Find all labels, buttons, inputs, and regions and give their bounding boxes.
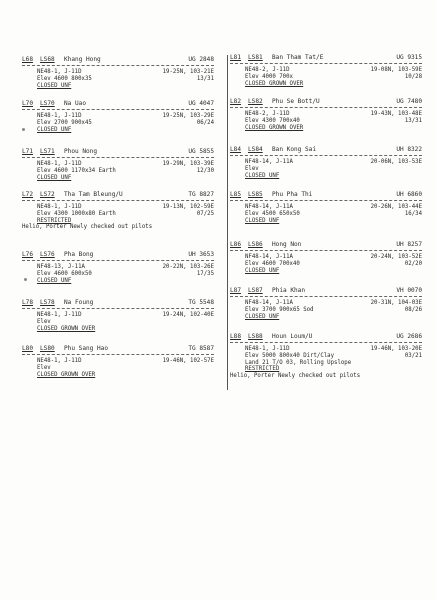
entry-body xyxy=(37,264,214,284)
entry-line xyxy=(37,365,214,372)
entry-line xyxy=(245,300,422,307)
entry-line xyxy=(245,166,422,173)
grid-reference: UG 7480 xyxy=(396,98,422,105)
entry-line xyxy=(245,353,422,360)
line-value: 19-25N, 103-29E xyxy=(162,113,214,119)
entry-line xyxy=(37,264,214,271)
status-text: CLOSED GROWN OVER xyxy=(245,80,304,87)
entry-header xyxy=(22,299,214,307)
site-code: L87 xyxy=(230,287,242,294)
entry-header xyxy=(230,191,422,199)
status-text: CLOSED UNF xyxy=(37,82,72,89)
grid-reference: UG 9315 xyxy=(396,54,422,61)
entry-body xyxy=(245,254,422,274)
site-name: Phou Nong xyxy=(64,148,98,155)
line-text: Elev 5000 800x40 Dirt/Clay xyxy=(245,352,335,359)
line-text: NE48-1, J-11D xyxy=(245,346,290,352)
line-value: 19-08N, 103-59E xyxy=(370,67,422,73)
status-text: RESTRICTED xyxy=(37,217,72,224)
line-value: 02/20 xyxy=(404,260,422,267)
entry-line xyxy=(245,67,422,74)
airstrip-entry xyxy=(22,56,214,89)
ls-code: LS71 xyxy=(40,148,55,155)
site-code: L71 xyxy=(22,148,34,155)
line-text: Elev xyxy=(245,165,259,172)
entry-header xyxy=(230,241,422,249)
entry-line xyxy=(37,76,214,83)
line-text: NE48-1, J-11D xyxy=(37,113,82,119)
entry-line xyxy=(37,204,214,211)
status-text: CLOSED GROWN OVER xyxy=(37,325,96,332)
entry-body xyxy=(245,159,422,179)
site-code: L70 xyxy=(22,100,34,107)
grid-reference: TG 8587 xyxy=(188,345,214,352)
status-text: CLOSED GROWN OVER xyxy=(245,124,304,131)
ls-code: LS81 xyxy=(248,54,263,61)
ls-code: LS84 xyxy=(248,146,263,153)
airstrip-entry xyxy=(230,191,422,224)
entry-line xyxy=(245,307,422,314)
dashed-rule xyxy=(22,308,214,309)
airstrip-entry xyxy=(22,345,214,378)
entry-line xyxy=(37,120,214,127)
ls-code: LS78 xyxy=(40,299,55,306)
line-text: Elev xyxy=(37,318,51,325)
site-code: L88 xyxy=(230,333,242,340)
site-code: L85 xyxy=(230,191,242,198)
column-divider xyxy=(227,55,228,390)
dashed-rule xyxy=(230,296,422,297)
grid-reference: UG 2686 xyxy=(396,333,422,340)
status-text: RESTRICTED xyxy=(245,366,280,373)
line-text: NE48-2, J-11D xyxy=(245,111,290,117)
line-value: 19-24N, 102-40E xyxy=(162,312,214,318)
grid-reference: VH 0070 xyxy=(396,287,422,294)
status-text: CLOSED UNF xyxy=(245,172,280,179)
entry-body xyxy=(37,113,214,133)
ls-code: LS68 xyxy=(40,56,55,63)
entry-line xyxy=(37,161,214,168)
dashed-rule xyxy=(230,63,422,64)
line-text: Elev 4600 1170x34 Earth xyxy=(37,167,116,174)
line-text: Elev 4600 800x35 xyxy=(37,75,92,82)
entry-line xyxy=(37,271,214,278)
entry-body xyxy=(245,111,422,131)
line-text: NE48-1, J-11D xyxy=(37,204,82,210)
dashed-rule xyxy=(22,109,214,110)
line-value: 13/31 xyxy=(404,117,422,124)
line-value: 13/31 xyxy=(196,75,214,82)
airstrip-entry xyxy=(22,251,214,284)
site-name: Phu Se Bott/U xyxy=(272,98,320,105)
entry-line xyxy=(37,358,214,365)
airstrip-entry xyxy=(22,299,214,332)
line-text: Elev 3700 900x65 Sod xyxy=(245,306,314,313)
line-text: NE48-1, J-11D xyxy=(37,358,82,364)
line-text: Elev xyxy=(37,364,51,371)
entry-header xyxy=(22,251,214,259)
entry-line xyxy=(245,118,422,125)
dashed-rule xyxy=(230,250,422,251)
ls-code: LS82 xyxy=(248,98,263,105)
line-text: NF48-13, J-11A xyxy=(37,264,85,270)
line-text: NE48-2, J-11D xyxy=(245,67,290,73)
site-code: L84 xyxy=(230,146,242,153)
line-text: Land 21 T/O 03, Rolling Upslope xyxy=(245,359,352,366)
line-value: 19-29N, 103-39E xyxy=(162,161,214,167)
site-name: Phu Sang Hao xyxy=(64,345,109,352)
ls-code: LS87 xyxy=(248,287,263,294)
restriction-note: Helio, Porter Newly checked out pilots xyxy=(22,224,153,231)
status-text: CLOSED UNF xyxy=(245,313,280,320)
line-value: 20-31N, 104-03E xyxy=(370,300,422,306)
entry-header xyxy=(22,148,214,156)
entry-line xyxy=(245,159,422,166)
ls-code: LS80 xyxy=(40,345,55,352)
entry-header xyxy=(22,191,214,199)
grid-reference: UH 3653 xyxy=(188,251,214,258)
line-value: 19-25N, 103-21E xyxy=(162,69,214,75)
entry-header xyxy=(22,56,214,64)
site-name: Phu Pha Thi xyxy=(272,191,313,198)
entry-header xyxy=(230,54,422,62)
line-text: Elev 4600 700x40 xyxy=(245,260,300,267)
line-text: NF48-14, J-11A xyxy=(245,159,293,165)
status-text: CLOSED GROWN OVER xyxy=(37,371,96,378)
ls-code: LS72 xyxy=(40,191,55,198)
line-text: NE48-1, J-11D xyxy=(37,69,82,75)
entry-header xyxy=(230,287,422,295)
entry-body xyxy=(245,300,422,320)
line-value: 20-26N, 103-44E xyxy=(370,204,422,210)
entry-line xyxy=(245,204,422,211)
entry-body xyxy=(37,312,214,332)
airstrip-entry xyxy=(230,333,422,380)
entry-line xyxy=(245,254,422,261)
entry-body xyxy=(37,161,214,181)
grid-reference: UH 8257 xyxy=(396,241,422,248)
dashed-rule xyxy=(22,260,214,261)
airstrip-entry xyxy=(22,148,214,181)
site-code: L81 xyxy=(230,54,242,61)
status-text: CLOSED UNF xyxy=(37,174,72,181)
entry-header xyxy=(22,345,214,353)
entry-body xyxy=(37,358,214,378)
entry-body xyxy=(37,69,214,89)
dashed-rule xyxy=(230,200,422,201)
line-value: 19-43N, 103-48E xyxy=(370,111,422,117)
dashed-rule xyxy=(230,342,422,343)
site-code: L76 xyxy=(22,251,34,258)
margin-mark xyxy=(24,278,27,281)
entry-line xyxy=(37,168,214,175)
line-text: NE48-1, J-11D xyxy=(37,161,82,167)
dashed-rule xyxy=(22,65,214,66)
ls-code: LS85 xyxy=(248,191,263,198)
site-name: Na Foung xyxy=(64,299,94,306)
status-text: CLOSED UNF xyxy=(37,126,72,133)
entry-line xyxy=(37,113,214,120)
line-value: 19-13N, 102-59E xyxy=(162,204,214,210)
grid-reference: UG 5855 xyxy=(188,148,214,155)
entry-body xyxy=(245,67,422,87)
site-code: L68 xyxy=(22,56,34,63)
dashed-rule xyxy=(230,155,422,156)
airstrip-entry xyxy=(230,98,422,131)
dashed-rule xyxy=(230,107,422,108)
line-text: NF48-14, J-11A xyxy=(245,204,293,210)
site-code: L86 xyxy=(230,241,242,248)
grid-reference: UH 6860 xyxy=(396,191,422,198)
line-text: Elev 4300 700x40 xyxy=(245,117,300,124)
airstrip-entry xyxy=(22,191,214,231)
entry-header xyxy=(22,100,214,108)
airstrip-entry xyxy=(230,287,422,320)
site-code: L82 xyxy=(230,98,242,105)
grid-reference: UH 8322 xyxy=(396,146,422,153)
line-value: 20-22N, 103-26E xyxy=(162,264,214,270)
line-text: Elev 4500 650x50 xyxy=(245,210,300,217)
ls-code: LS70 xyxy=(40,100,55,107)
status-text: CLOSED UNF xyxy=(37,277,72,284)
line-text: Elev 4600 600x50 xyxy=(37,270,92,277)
ls-code: LS86 xyxy=(248,241,263,248)
line-text: NE48-1, J-11D xyxy=(37,312,82,318)
line-text: Elev 2700 900x45 xyxy=(37,119,92,126)
line-text: Elev 4000 700x xyxy=(245,73,293,80)
site-name: Pha Bong xyxy=(64,251,94,258)
line-value: 07/25 xyxy=(196,210,214,217)
entry-body xyxy=(245,204,422,224)
entry-line xyxy=(245,211,422,218)
grid-reference: UG 4047 xyxy=(188,100,214,107)
site-name: Tha Tam Bleung/U xyxy=(64,191,123,198)
entry-header xyxy=(230,146,422,154)
dashed-rule xyxy=(22,354,214,355)
entry-header xyxy=(230,333,422,341)
entry-body xyxy=(22,204,214,231)
entry-line xyxy=(245,74,422,81)
entry-line xyxy=(37,312,214,319)
entry-line xyxy=(245,111,422,118)
line-value: 17/35 xyxy=(196,270,214,277)
line-value: 03/21 xyxy=(404,352,422,359)
status-text: CLOSED UNF xyxy=(245,217,280,224)
line-value: 12/30 xyxy=(196,167,214,174)
line-value: 19-46N, 102-57E xyxy=(162,358,214,364)
site-name: Na Uao xyxy=(64,100,87,107)
site-code: L72 xyxy=(22,191,34,198)
site-name: Phia Khan xyxy=(272,287,306,294)
line-text: Elev 4300 1000x80 Earth xyxy=(37,210,116,217)
dashed-rule xyxy=(22,200,214,201)
entry-line xyxy=(245,261,422,268)
site-name: Hong Non xyxy=(272,241,302,248)
grid-reference: TG 8827 xyxy=(188,191,214,198)
airstrip-entry xyxy=(230,54,422,87)
restriction-note: Helio, Porter Newly checked out pilots xyxy=(230,373,361,380)
site-name: Khang Hong xyxy=(64,56,101,63)
entry-line xyxy=(245,360,422,367)
line-value: 16/34 xyxy=(404,210,422,217)
ls-code: LS88 xyxy=(248,333,263,340)
dashed-rule xyxy=(22,157,214,158)
grid-reference: TG 5548 xyxy=(188,299,214,306)
entry-body xyxy=(230,346,422,380)
site-name: Ban Kong Sai xyxy=(272,146,317,153)
entry-line xyxy=(37,211,214,218)
line-text: NF48-14, J-11A xyxy=(245,254,293,260)
line-value: 20-24N, 103-52E xyxy=(370,254,422,260)
site-code: L80 xyxy=(22,345,34,352)
margin-mark xyxy=(22,128,25,131)
entry-header xyxy=(230,98,422,106)
line-value: 08/26 xyxy=(404,306,422,313)
line-text: NF48-14, J-11A xyxy=(245,300,293,306)
airstrip-entry xyxy=(22,100,214,133)
site-name: Ban Tham Tat/E xyxy=(272,54,324,61)
airstrip-entry xyxy=(230,146,422,179)
airstrip-entry xyxy=(230,241,422,274)
ls-code: LS76 xyxy=(40,251,55,258)
entry-line xyxy=(245,346,422,353)
line-value: 06/24 xyxy=(196,119,214,126)
line-value: 10/28 xyxy=(404,73,422,80)
line-value: 19-46N, 103-20E xyxy=(370,346,422,352)
line-value: 20-06N, 103-53E xyxy=(370,159,422,165)
status-text: CLOSED UNF xyxy=(245,267,280,274)
site-code: L78 xyxy=(22,299,34,306)
grid-reference: UG 2848 xyxy=(188,56,214,63)
entry-line xyxy=(37,69,214,76)
entry-line xyxy=(37,319,214,326)
site-name: Houn Loum/U xyxy=(272,333,313,340)
